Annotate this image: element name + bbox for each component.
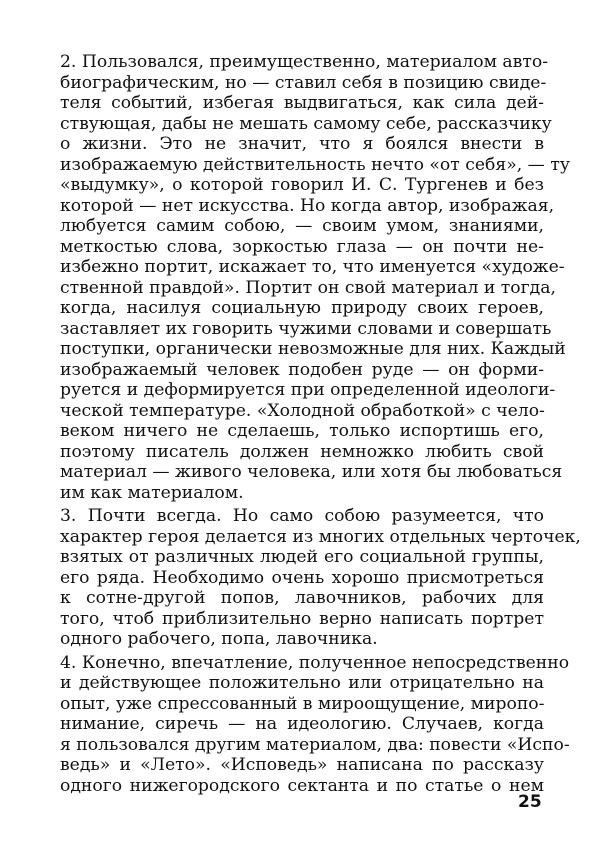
text-line: ствующая, дабы не мешать самому себе, рассказчику [60,113,552,134]
text-line: ственной правдой». Портит он свой материал и тогда, [60,277,556,298]
text-line: им как материалом. [60,482,244,503]
text-line: теля событий, избегая выдвигаться, как сила дей- [60,93,544,113]
text-line: и действующее положительно или отрицательно на [60,673,544,693]
text-line: опыт, уже спрессованный в мироощущение, миропо- [60,693,545,714]
text-line: когда, насилуя социальную природу своих героев, [60,298,544,318]
text-line: биографическим, но — ставил себя в позицию свиде- [60,72,547,93]
text-line: ческой температуре. «Холодной обработкой» с чело- [60,400,545,421]
text-line: любуется самим собою, — своим умом, знаниями, [60,216,544,236]
paragraph-2 [60,52,570,503]
text-line: одного нижегородского сектанта и по статье о нем [60,775,544,796]
page-number: 25 [518,792,542,812]
text-line: того, чтоб приблизительно верно написать портрет [60,608,544,629]
text-line: характер героя делается из многих отдельных черточек, [60,526,581,547]
text-line: его ряда. Необходимо очень хорошо присмотреться [60,567,544,588]
text-line: меткостью слова, зоркостью глаза — он почти не- [60,236,544,257]
text-line: «выдумку», о которой говорил И. С. Тургенев и без [60,175,544,195]
text-line: 2. Пользовался, преимущественно, материалом авто- [60,52,549,72]
paragraph-3 [60,506,581,650]
text-line: поступки, органически невозможные для них. Каждый [60,339,566,359]
text-line: нимание, сиречь — на идеологию. Случаев, когда [60,714,544,734]
text-line: 3. Почти всегда. Но само собою разумеется, что [60,506,544,526]
text-line: которой — нет искусства. Но когда автор, изображая, [60,195,555,216]
text-line: материал — живого человека, или хотя бы любоваться [60,462,563,482]
text-line: веком ничего не сделаешь, только испортишь его, [60,421,544,441]
text-line: я пользовался другим материалом, два: повести «Испо- [60,734,570,755]
text-line: изображаемый человек подобен руде — он форми- [60,359,544,380]
text-line: руется и деформируется при определенной идеологи- [60,380,556,400]
text-line: ведь» и «Лето». «Исповедь» написана по рассказу [60,755,544,775]
text-line: взятых от различных людей его социальной группы, [60,547,544,567]
paragraph-4 [60,652,570,797]
text-line: о жизни. Это не значит, что я боялся внести в [60,134,544,154]
body-text [60,52,581,799]
text-line: к сотне-другой попов, лавочников, рабочих для [60,588,544,608]
text-line: поэтому писатель должен немножко любить свой [60,441,544,462]
text-line: 4. Конечно, впечатление, полученное непосредственно [60,652,570,673]
text-line: одного рабочего, попа, лавочника. [60,629,378,649]
text-line: изображаемую действительность нечто «от себя», — ту [60,154,570,175]
text-line: избежно портит, искажает то, что именуется «художе- [60,257,565,277]
text-line: заставляет их говорить чужими словами и совершать [60,318,552,339]
